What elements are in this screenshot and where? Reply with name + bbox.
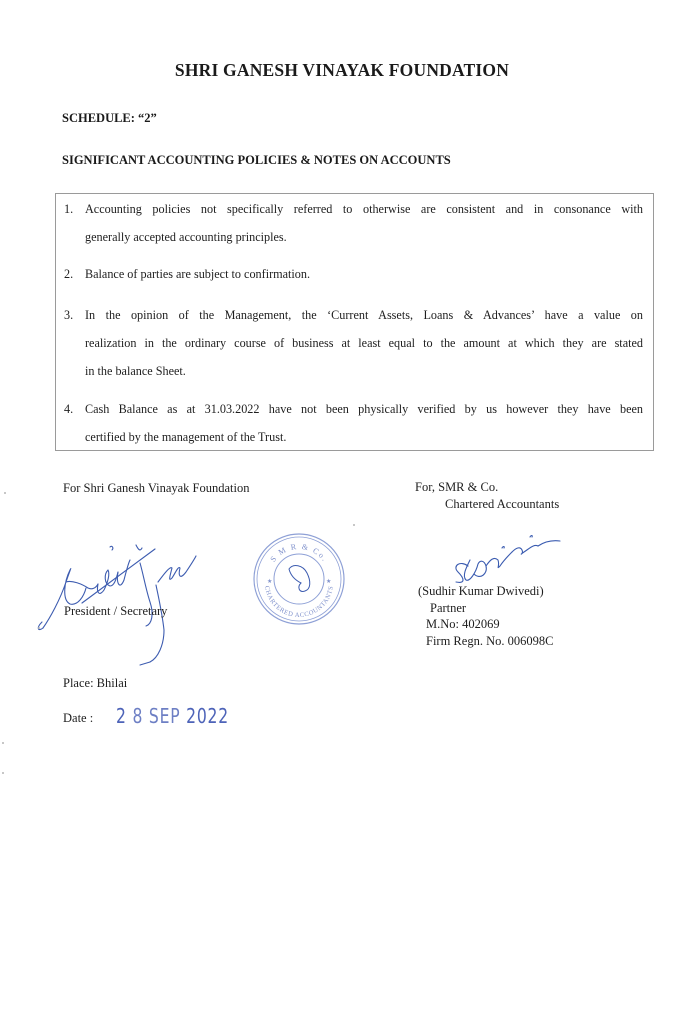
scan-artifact [2, 742, 4, 744]
seal-bottom-text: CHARTERED ACCOUNTANTS [263, 585, 335, 620]
partner-name: (Sudhir Kumar Dwivedi) [418, 584, 544, 598]
president-secretary-label: President / Secretary [64, 604, 168, 618]
schedule-label: SCHEDULE: “2” [62, 111, 157, 125]
firm-registration-number: Firm Regn. No. 006098C [426, 633, 554, 648]
svg-text:CHARTERED ACCOUNTANTS [263, 585, 335, 619]
organization-title: SHRI GANESH VINAYAK FOUNDATION [174, 60, 510, 80]
partner-role: Partner [430, 600, 467, 615]
place-label: Place: Bhilai [63, 676, 128, 690]
auditor-firm-type: Chartered Accountants [445, 497, 560, 511]
note-line: In the opinion of the Management, the ‘Current Assets, Loans & Advances’ have a value on [85, 308, 643, 322]
firm-seal-icon [251, 531, 347, 627]
scan-artifact [4, 492, 6, 494]
partner-details [418, 583, 553, 649]
scan-artifact [353, 524, 355, 526]
note-line: Cash Balance as at 31.03.2022 have not been physically verified by us however they have been [85, 402, 643, 416]
note-line: realization in the ordinary course of business at least equal to the amount at which they are stated [85, 336, 643, 350]
note-number: 3. [64, 308, 74, 322]
date-label: Date : [63, 711, 94, 725]
note-line: in the balance Sheet. [85, 364, 186, 378]
date-stamp [116, 704, 229, 728]
note-number: 1. [64, 202, 74, 216]
date-stamp-day-first: 2 [116, 704, 127, 728]
foundation-signatory-label: For Shri Ganesh Vinayak Foundation [63, 481, 250, 495]
note-line: Balance of parties are subject to confirmation. [85, 267, 311, 281]
svg-text:★: ★ [267, 579, 273, 585]
svg-text:★: ★ [326, 579, 332, 585]
seal-top-text: S M R & Co. [268, 541, 330, 564]
note-number: 4. [64, 402, 74, 416]
membership-number: M.No: 402069 [426, 617, 500, 631]
auditor-firm-block [415, 479, 559, 513]
date-stamp-year: 2022 [186, 704, 229, 728]
scan-artifact [2, 772, 4, 774]
notes-heading: SIGNIFICANT ACCOUNTING POLICIES & NOTES ON ACCOUNTS [62, 153, 451, 167]
auditor-for-label: For, SMR & Co. [415, 480, 499, 494]
scan-artifact [38, 627, 40, 629]
svg-text:S M R & Co. [268, 542, 329, 564]
date-stamp-month: 8 SEP [126, 704, 187, 728]
note-line: Accounting policies not specifically referred to otherwise are consistent and in consonance with [85, 202, 643, 216]
note-number: 2. [64, 267, 74, 281]
note-line: generally accepted accounting principles. [85, 230, 287, 244]
note-line: certified by the management of the Trust. [85, 430, 287, 444]
